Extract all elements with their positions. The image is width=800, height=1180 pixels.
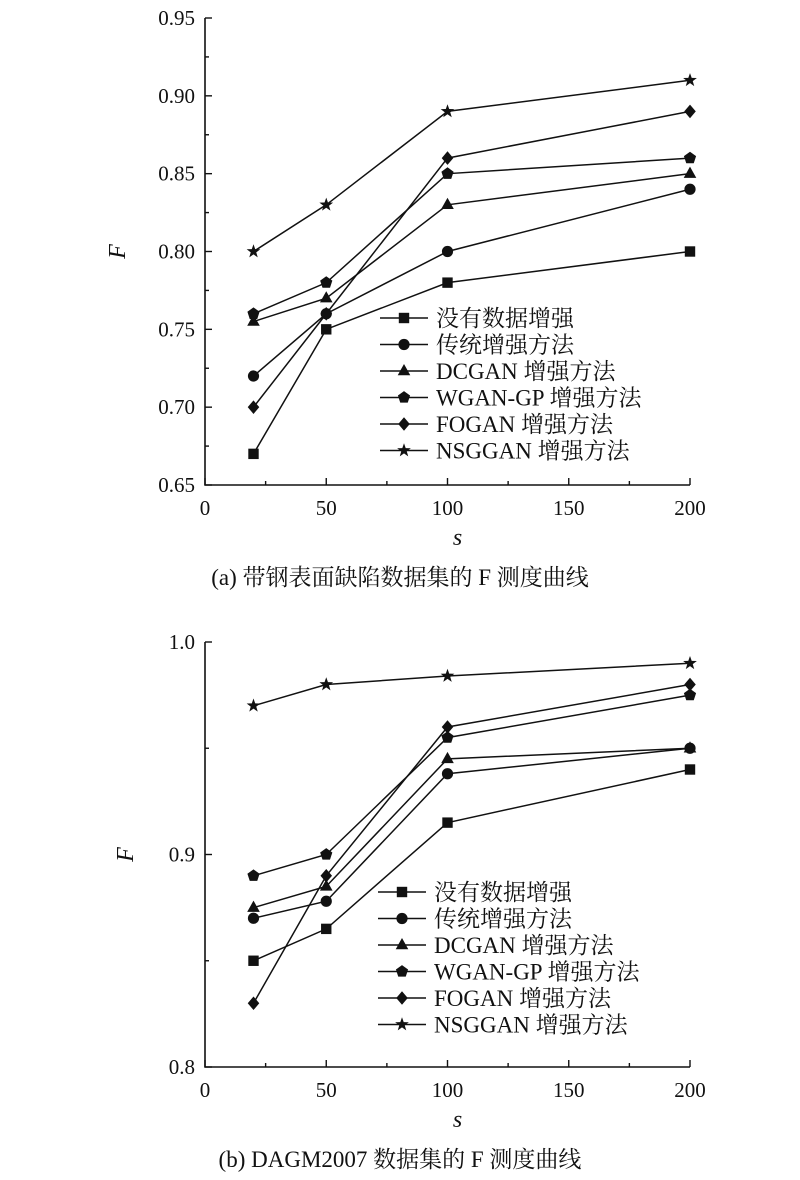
data-point	[248, 370, 259, 381]
legend-marker	[398, 417, 410, 431]
figure-caption: (b) DAGM2007 数据集的 F 测度曲线	[218, 1147, 582, 1172]
data-point	[441, 198, 454, 209]
legend-entry	[380, 359, 617, 384]
data-point	[684, 105, 696, 119]
data-point	[684, 167, 697, 178]
data-point	[442, 277, 452, 287]
data-point	[321, 896, 332, 907]
figure-caption: (a) 带钢表面缺陷数据集的 F 测度曲线	[211, 565, 589, 590]
data-point	[684, 678, 696, 692]
x-tick-label: 150	[553, 1078, 585, 1102]
legend-marker	[398, 391, 410, 403]
legend-label: WGAN-GP 增强方法	[434, 959, 640, 985]
legend-marker	[398, 364, 411, 375]
y-tick-label: 1.0	[168, 630, 195, 654]
data-point	[685, 764, 695, 774]
legend-label: DCGAN 增强方法	[436, 359, 616, 384]
legend-entry	[380, 333, 575, 358]
data-point	[441, 669, 455, 682]
legend-entry	[378, 1013, 629, 1038]
series-line	[254, 80, 691, 251]
legend-label: DCGAN 增强方法	[434, 933, 614, 958]
series-2	[247, 167, 696, 326]
data-point	[441, 752, 454, 763]
x-tick-label: 0	[199, 496, 211, 520]
y-tick-label: 0.75	[158, 317, 195, 342]
legend-marker	[396, 965, 408, 977]
legend-label: FOGAN 增强方法	[434, 986, 611, 1011]
data-point	[248, 913, 259, 924]
data-point	[248, 996, 260, 1010]
series-line	[254, 174, 691, 322]
y-tick-label: 0.65	[158, 473, 195, 497]
legend-label: NSGGAN 增强方法	[436, 438, 630, 464]
y-tick-label: 0.70	[158, 395, 195, 420]
data-point	[684, 152, 696, 164]
x-tick-label: 200	[674, 1078, 706, 1102]
data-point	[683, 656, 697, 669]
legend-entry	[378, 907, 573, 932]
legend-entry	[378, 960, 640, 985]
data-point	[247, 869, 259, 881]
legend-entry	[380, 386, 642, 411]
series-3	[247, 689, 696, 881]
series-5	[247, 656, 697, 712]
data-point	[685, 246, 695, 256]
legend-label: 没有数据增强	[436, 306, 574, 331]
data-point	[442, 246, 453, 257]
chart-b	[113, 630, 706, 1172]
legend-entry	[380, 306, 575, 331]
legend-entry	[380, 412, 614, 437]
x-tick-label: 50	[315, 496, 337, 520]
data-point	[442, 768, 453, 779]
x-tick-label: 50	[315, 1078, 337, 1102]
data-point	[247, 307, 259, 319]
y-axis-title: F	[113, 847, 139, 862]
legend-entry	[378, 986, 612, 1011]
legend-entry	[378, 880, 573, 905]
legend-label: 传统增强方法	[436, 332, 574, 358]
series-5	[247, 73, 697, 257]
y-tick-label: 0.85	[158, 161, 195, 186]
legend-marker	[397, 887, 407, 897]
data-point	[442, 817, 452, 827]
x-axis-title: s	[452, 1107, 463, 1133]
legend-entry	[378, 933, 615, 958]
legend-marker	[396, 991, 408, 1005]
series-3	[247, 152, 696, 319]
x-tick-label: 150	[553, 496, 585, 520]
y-tick-label: 0.8	[168, 1055, 195, 1079]
data-point	[321, 924, 331, 934]
data-point	[319, 677, 333, 690]
legend-label: WGAN-GP 增强方法	[436, 385, 642, 411]
y-tick-label: 0.80	[158, 239, 195, 264]
y-tick-label: 0.9	[168, 842, 195, 867]
data-point	[247, 699, 261, 712]
data-point	[247, 244, 261, 257]
legend-marker	[396, 938, 409, 949]
legend-marker	[397, 443, 411, 456]
y-tick-label: 0.95	[158, 6, 195, 30]
series-line	[254, 663, 691, 706]
legend-marker	[398, 339, 409, 350]
data-point	[684, 184, 695, 195]
x-tick-label: 100	[431, 1078, 464, 1102]
legend-marker	[395, 1017, 409, 1030]
data-point	[683, 73, 697, 86]
data-point	[441, 167, 453, 179]
legend-marker	[396, 913, 407, 924]
legend-label: NSGGAN 增强方法	[434, 1012, 628, 1038]
data-point	[321, 324, 331, 334]
x-tick-label: 200	[674, 496, 706, 520]
legend-label: 传统增强方法	[434, 906, 572, 932]
legend-label: 没有数据增强	[434, 880, 572, 905]
data-point	[320, 291, 333, 302]
x-tick-label: 0	[199, 1078, 211, 1102]
legend-label: FOGAN 增强方法	[436, 412, 613, 437]
chart-a	[105, 6, 706, 590]
y-tick-label: 0.90	[158, 83, 195, 108]
data-point	[248, 956, 258, 966]
legend-entry	[380, 439, 631, 464]
y-axis-title: F	[105, 244, 131, 259]
legend-marker	[399, 313, 409, 323]
x-axis-title: s	[452, 525, 463, 551]
x-tick-label: 100	[431, 496, 464, 520]
data-point	[248, 449, 258, 459]
